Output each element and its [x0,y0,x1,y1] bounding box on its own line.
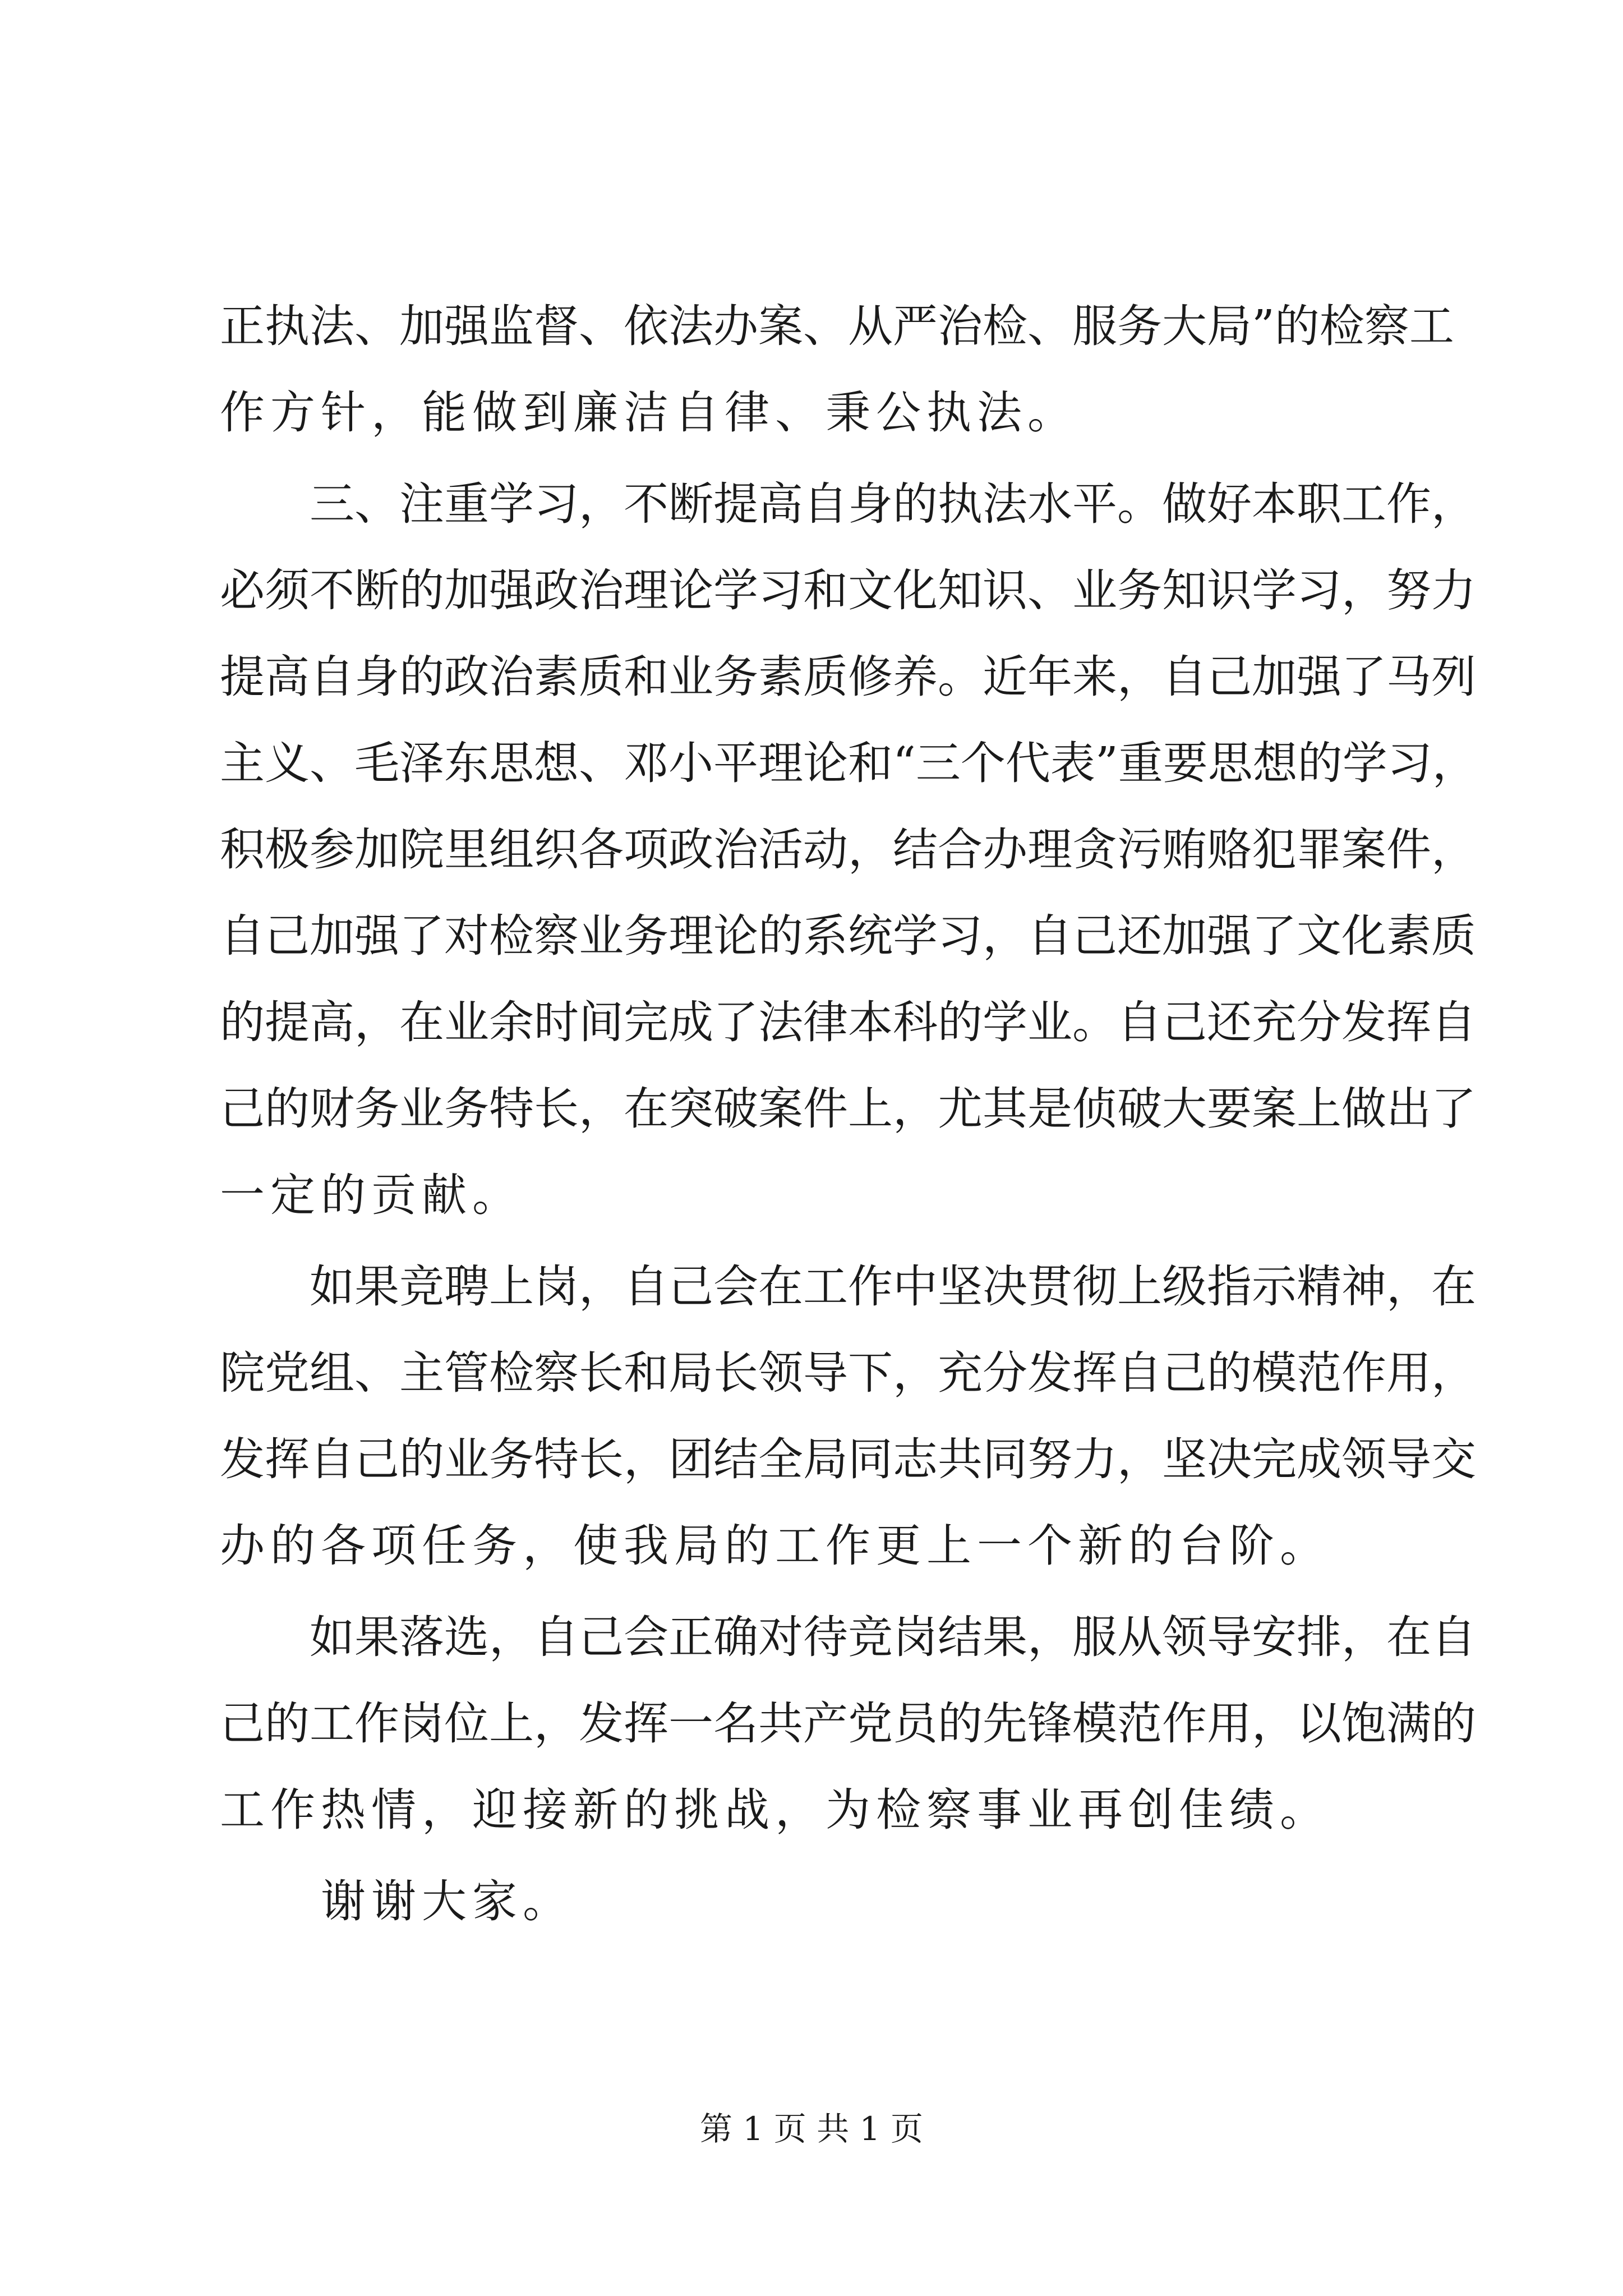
page-number-label: 第 1 页 共 1 页 [700,2110,923,2148]
text-line: 提高自身的政治素质和业务素质修养。近年来，自己加强了马列 [220,651,1476,703]
paragraph [220,1594,1476,1853]
text-line: 的提高，在业余时间完成了法律本科的学业。自己还充分发挥自 [220,996,1476,1048]
document-body [220,283,1477,1945]
paragraph [220,461,1477,1239]
text-line: 谢谢大家。 [220,1875,573,1927]
text-line: 院党组、主管检察长和局长领导下，充分发挥自己的模范作用， [220,1347,1476,1399]
text-line: 自己加强了对检察业务理论的系统学习，自己还加强了文化素质 [220,910,1476,962]
text-line: 积极参加院里组织各项政治活动，结合办理贪污贿赂犯罪案件， [220,823,1476,876]
text-line: 必须不断的加强政治理论学习和文化知识、业务知识学习，努力 [220,564,1476,616]
text-line: 作方针，能做到廉洁自律、秉公执法。 [220,386,1078,439]
text-line: 如果竞聘上岗，自己会在工作中坚决贯彻上级指示精神，在 [220,1260,1476,1313]
text-line: 一定的贡献。 [220,1169,523,1221]
text-line: 己的工作岗位上，发挥一名共产党员的先锋模范作用，以饱满的 [220,1697,1476,1750]
paragraph [220,1858,1426,1945]
text-line: 正执法、加强监督、依法办案、从严治检、服务大局”的检察工 [220,300,1454,352]
text-line: 发挥自己的业务特长，团结全局同志共同努力，坚决完成领导交 [220,1433,1476,1485]
text-line: 工作热情，迎接新的挑战，为检察事业再创佳绩。 [220,1784,1330,1836]
paragraph [220,283,1454,456]
paragraph [220,1244,1476,1589]
page-footer [0,2109,1623,2148]
text-line: 主义、毛泽东思想、邓小平理论和“三个代表”重要思想的学习， [220,737,1477,789]
text-line: 如果落选，自己会正确对待竞岗结果，服从领导安排，在自 [220,1611,1476,1663]
text-line: 三、注重学习，不断提高自身的执法水平。做好本职工作， [220,478,1476,530]
text-line: 己的财务业务特长，在突破案件上，尤其是侦破大要案上做出了 [220,1083,1476,1135]
text-line: 办的各项任务，使我局的工作更上一个新的台阶。 [220,1520,1330,1572]
